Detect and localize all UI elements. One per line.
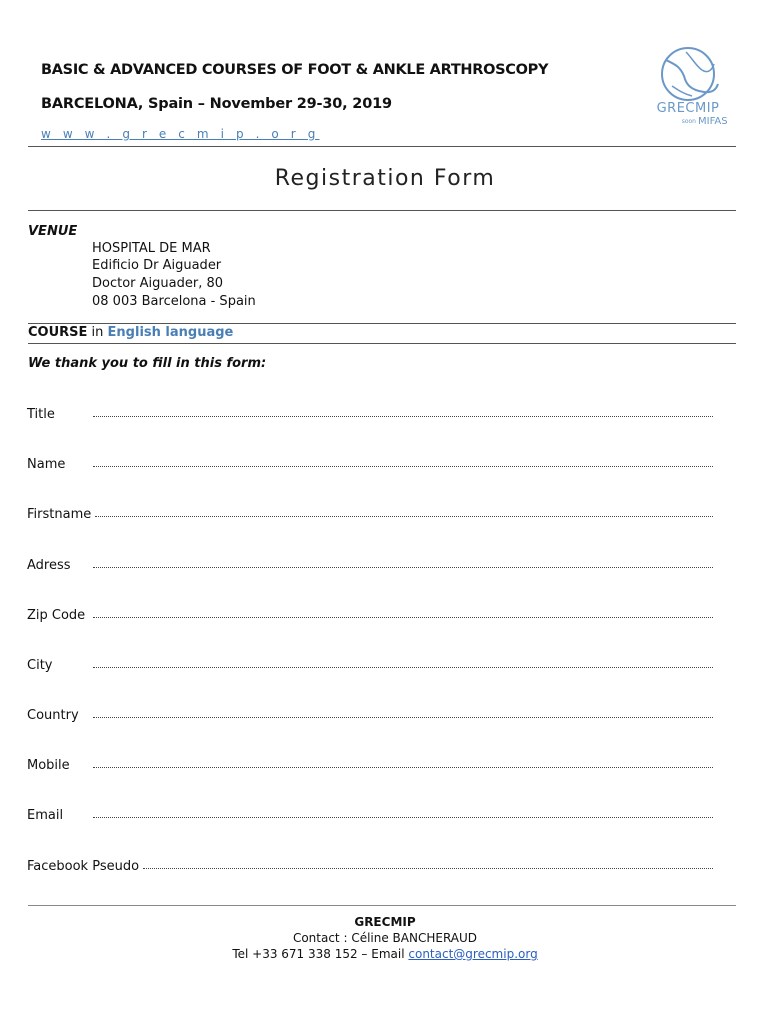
name-field[interactable] (27, 452, 713, 472)
zip-code-input-line[interactable] (93, 617, 713, 618)
footer-tel-line (0, 947, 770, 961)
mobile-input-line[interactable] (93, 767, 713, 768)
city-input-line[interactable] (93, 667, 713, 668)
footer-divider (28, 905, 736, 906)
email-input-line[interactable] (93, 817, 713, 818)
city-label: City (27, 658, 53, 673)
logo-soon: soon (681, 118, 696, 125)
facebook-pseudo-field[interactable] (27, 854, 713, 874)
country-input-line[interactable] (93, 717, 713, 718)
footer-contact: Contact : Céline BANCHERAUD (292, 931, 478, 945)
address-input-line[interactable] (93, 567, 713, 568)
firstname-label: Firstname (27, 507, 92, 522)
venue-line: 08 003 Barcelona - Spain (92, 294, 256, 309)
logo-name: GRECMIP (656, 101, 720, 116)
course-location-date: BARCELONA, Spain – November 29-30, 2019 (41, 96, 392, 112)
country-field[interactable] (27, 703, 713, 723)
email-label: Email (27, 808, 64, 823)
venue-line: Edificio Dr Aiguader (92, 258, 222, 273)
mobile-field[interactable] (27, 753, 713, 773)
zip-code-field[interactable] (27, 603, 713, 623)
title-divider (28, 210, 736, 211)
footer-email-link[interactable]: contact@grecmip.org (408, 947, 538, 961)
footer-org-name: GRECMIP (354, 915, 416, 929)
city-field[interactable] (27, 653, 713, 673)
course-divider (28, 343, 736, 344)
address-field[interactable] (27, 553, 713, 573)
name-label: Name (27, 457, 66, 472)
venue-line: Doctor Aiguader, 80 (92, 276, 224, 291)
title-label: Title (27, 407, 55, 422)
country-label: Country (27, 708, 79, 723)
mobile-label: Mobile (27, 758, 70, 773)
course-title: BASIC & ADVANCED COURSES OF FOOT & ANKLE ARTHROSCOPY (41, 62, 549, 78)
firstname-input-line[interactable] (95, 516, 713, 517)
footer-org (0, 915, 770, 929)
email-field[interactable] (27, 803, 713, 823)
footer-tel: Tel +33 671 338 152 – Email (232, 947, 405, 961)
venue-heading: VENUE (28, 224, 78, 239)
zip-code-label: Zip Code (27, 608, 86, 623)
venue-line: HOSPITAL DE MAR (92, 241, 211, 256)
title-input-line[interactable] (93, 416, 713, 417)
course-in: in (91, 325, 104, 340)
facebook-pseudo-label: Facebook Pseudo (27, 859, 140, 874)
header-divider (28, 146, 736, 147)
grecmip-logo-graphic (646, 46, 730, 130)
address-label: Adress (27, 558, 71, 573)
course-language: English language (107, 325, 234, 340)
form-instructions: We thank you to fill in this form: (28, 356, 267, 371)
title-field[interactable] (27, 402, 713, 422)
website-link[interactable]: w w w . g r e c m i p . o r g (41, 127, 320, 141)
firstname-field[interactable] (27, 502, 713, 522)
logo-mifas: MIFAS (698, 116, 728, 127)
grecmip-logo (646, 46, 730, 130)
name-input-line[interactable] (93, 466, 713, 467)
venue-divider (28, 323, 736, 324)
course-label: COURSE (28, 325, 88, 340)
facebook-pseudo-input-line[interactable] (143, 868, 713, 869)
form-title: Registration Form (274, 166, 496, 191)
course-language-line (28, 325, 233, 340)
